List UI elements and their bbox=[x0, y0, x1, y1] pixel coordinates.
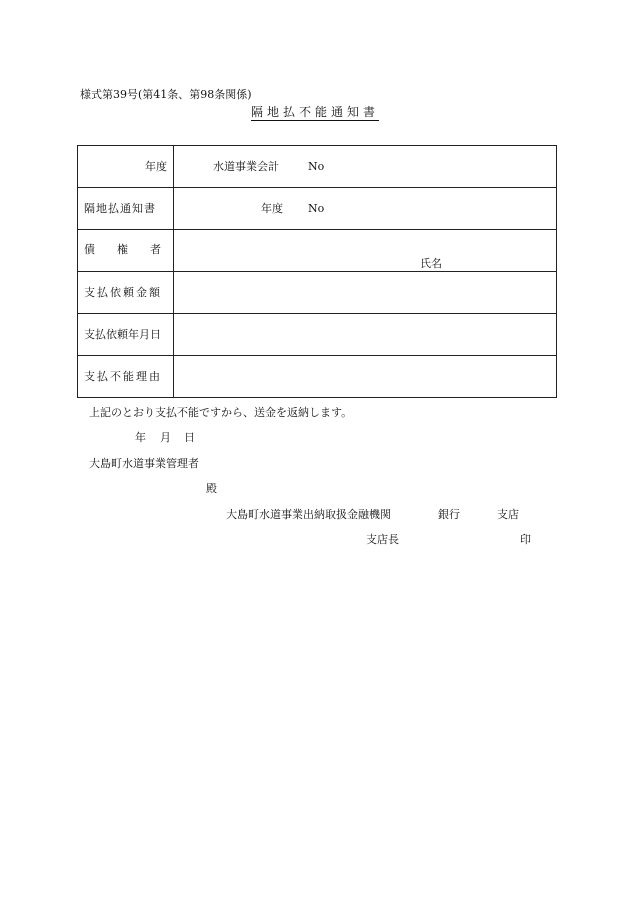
financial-institution: 大島町水道事業出納取扱金融機関 bbox=[226, 508, 391, 521]
branch-manager: 支店長 bbox=[366, 533, 399, 546]
form-number: 様式第39号(第41条、第98条関係) bbox=[80, 88, 252, 101]
recipient: 大島町水道事業管理者 bbox=[89, 457, 199, 470]
row-remote-payment-notice bbox=[78, 188, 556, 230]
notice-text: 上記のとおり支払不能ですから、送金を返納します。 bbox=[89, 406, 353, 419]
branch-label: 支店 bbox=[497, 508, 519, 521]
date-day: 日 bbox=[184, 431, 195, 444]
row-fiscal-year bbox=[78, 146, 556, 188]
year-label: 年度 bbox=[261, 202, 283, 215]
row-payment-date bbox=[78, 314, 556, 356]
row-payment-amount bbox=[78, 272, 556, 314]
honorific: 殿 bbox=[206, 482, 217, 495]
document-title-text: 隔地払不能通知書 bbox=[250, 105, 379, 119]
row-nonpayment-reason bbox=[78, 356, 556, 398]
row-creditor bbox=[78, 230, 556, 272]
label-fiscal-year: 年度 bbox=[145, 160, 167, 173]
bank-label: 銀行 bbox=[438, 508, 460, 521]
number-label: No bbox=[308, 160, 325, 173]
label-remote-payment-notice: 隔地払通知書 bbox=[84, 202, 156, 215]
label-creditor: 債権者 bbox=[84, 243, 183, 256]
label-payment-date: 支払依頼年月日 bbox=[84, 328, 161, 341]
notice-form-table bbox=[77, 145, 557, 398]
seal-mark: 印 bbox=[520, 533, 531, 546]
document-title bbox=[0, 105, 630, 119]
label-payment-amount: 支払依頼金額 bbox=[84, 286, 162, 299]
date-month: 月 bbox=[160, 431, 171, 444]
name-label: 氏名 bbox=[420, 257, 442, 270]
label-nonpayment-reason: 支払不能理由 bbox=[84, 370, 162, 383]
number-label-2: No bbox=[308, 202, 325, 215]
date-year: 年 bbox=[135, 431, 146, 444]
water-account-label: 水道事業会計 bbox=[213, 160, 279, 173]
